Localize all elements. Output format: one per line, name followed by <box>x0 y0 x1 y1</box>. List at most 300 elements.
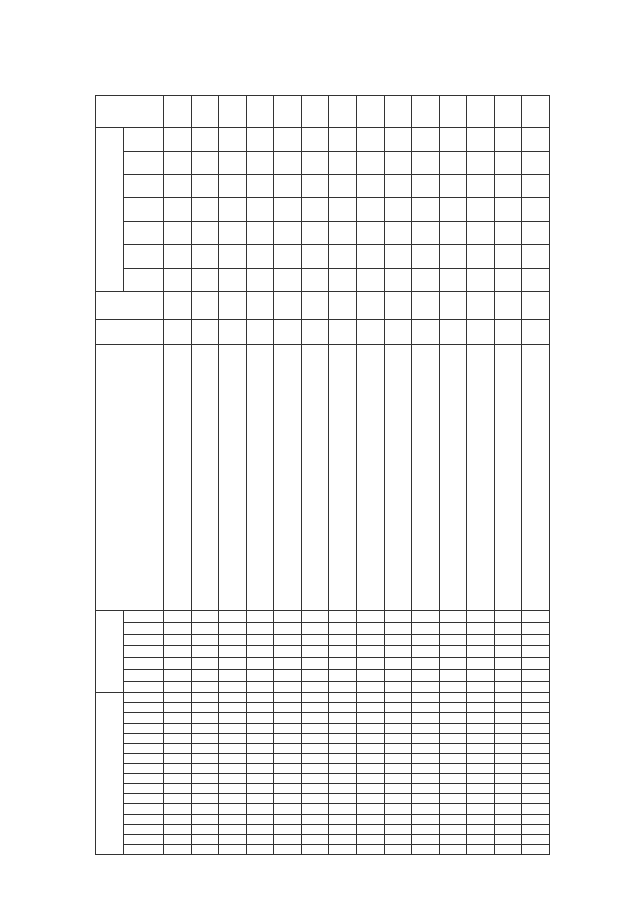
code-cell <box>467 834 495 844</box>
year-value-cell <box>219 198 247 221</box>
code-cell <box>274 658 302 670</box>
code-cell <box>522 834 550 844</box>
header-code-col <box>124 743 164 753</box>
code-cell <box>412 784 440 794</box>
code-cell <box>329 713 357 723</box>
code-cell <box>356 611 384 623</box>
code-cell <box>439 703 467 713</box>
code-cell <box>246 794 274 804</box>
code-cell <box>494 713 522 723</box>
year-value-cell <box>439 151 467 174</box>
header-structure-col <box>124 611 164 623</box>
target-cell <box>522 96 550 128</box>
year-value-cell <box>219 128 247 151</box>
year-value-cell <box>191 268 219 291</box>
table-row <box>246 96 274 855</box>
code-cell <box>164 669 192 681</box>
code-cell <box>246 844 274 854</box>
code-cell <box>246 753 274 763</box>
target-cell <box>246 96 274 128</box>
year-value-cell <box>467 221 495 244</box>
code-cell <box>384 646 412 658</box>
code-cell <box>329 753 357 763</box>
code-cell <box>439 693 467 703</box>
code-cell <box>274 611 302 623</box>
year-value-cell <box>439 128 467 151</box>
code-cell <box>356 693 384 703</box>
code-cell <box>219 753 247 763</box>
year-value-cell <box>522 151 550 174</box>
code-cell <box>356 814 384 824</box>
code-cell <box>329 814 357 824</box>
code-cell <box>467 634 495 646</box>
code-cell <box>439 623 467 635</box>
code-cell <box>219 743 247 753</box>
code-cell <box>164 784 192 794</box>
year-value-cell <box>329 198 357 221</box>
base-value-cell <box>164 292 192 320</box>
code-cell <box>439 646 467 658</box>
year-value-cell <box>356 174 384 197</box>
code-cell <box>246 658 274 670</box>
code-cell <box>329 844 357 854</box>
target-cell <box>274 96 302 128</box>
unit-cell <box>356 319 384 345</box>
code-cell <box>274 713 302 723</box>
code-cell <box>494 844 522 854</box>
target-cell <box>191 96 219 128</box>
code-cell <box>301 804 329 814</box>
year-value-cell <box>219 151 247 174</box>
year-value-cell <box>439 174 467 197</box>
target-cell <box>412 96 440 128</box>
year-value-cell <box>412 221 440 244</box>
code-cell <box>246 713 274 723</box>
code-cell <box>356 733 384 743</box>
code-cell <box>467 681 495 693</box>
code-cell <box>301 774 329 784</box>
year-value-cell <box>219 268 247 291</box>
code-cell <box>494 634 522 646</box>
code-cell <box>356 681 384 693</box>
base-value-cell <box>246 292 274 320</box>
code-cell <box>439 784 467 794</box>
code-cell <box>467 784 495 794</box>
base-value-cell <box>522 292 550 320</box>
code-cell <box>494 784 522 794</box>
year-value-cell <box>412 245 440 268</box>
code-cell <box>356 844 384 854</box>
indicator-name-cell <box>494 345 522 611</box>
code-cell <box>301 764 329 774</box>
header-code-col <box>124 824 164 834</box>
code-cell <box>522 804 550 814</box>
code-cell <box>329 623 357 635</box>
code-cell <box>522 646 550 658</box>
code-cell <box>356 646 384 658</box>
year-value-cell <box>274 198 302 221</box>
code-cell <box>219 669 247 681</box>
indicator-name-cell <box>439 345 467 611</box>
code-cell <box>412 634 440 646</box>
base-value-cell <box>412 292 440 320</box>
code-cell <box>384 784 412 794</box>
code-cell <box>191 844 219 854</box>
code-cell <box>246 814 274 824</box>
code-cell <box>301 646 329 658</box>
code-cell <box>412 733 440 743</box>
code-cell <box>439 794 467 804</box>
header-code-col <box>124 794 164 804</box>
unit-cell <box>246 319 274 345</box>
code-cell <box>439 804 467 814</box>
code-cell <box>412 743 440 753</box>
year-value-cell <box>274 174 302 197</box>
year-value-cell <box>164 128 192 151</box>
code-cell <box>522 669 550 681</box>
code-cell <box>494 703 522 713</box>
code-cell <box>329 834 357 844</box>
code-cell <box>522 623 550 635</box>
code-cell <box>219 844 247 854</box>
code-cell <box>356 804 384 814</box>
header-structure-group <box>96 611 124 693</box>
year-value-cell <box>191 174 219 197</box>
code-cell <box>301 814 329 824</box>
code-cell <box>274 753 302 763</box>
year-value-cell <box>246 128 274 151</box>
code-cell <box>274 733 302 743</box>
year-value-cell <box>274 221 302 244</box>
code-cell <box>356 703 384 713</box>
program-indicators-table <box>95 95 550 855</box>
code-cell <box>246 834 274 844</box>
code-cell <box>439 611 467 623</box>
header-code-col <box>124 774 164 784</box>
code-cell <box>301 658 329 670</box>
code-cell <box>246 693 274 703</box>
year-value-cell <box>191 128 219 151</box>
code-cell <box>522 774 550 784</box>
code-cell <box>467 794 495 804</box>
header-code-col <box>124 753 164 763</box>
code-cell <box>412 753 440 763</box>
code-cell <box>494 834 522 844</box>
code-cell <box>274 681 302 693</box>
code-cell <box>494 804 522 814</box>
year-value-cell <box>356 128 384 151</box>
code-cell <box>164 703 192 713</box>
code-cell <box>329 804 357 814</box>
indicator-name-cell <box>191 345 219 611</box>
code-cell <box>439 681 467 693</box>
code-cell <box>467 723 495 733</box>
code-cell <box>412 681 440 693</box>
year-value-cell <box>191 221 219 244</box>
code-cell <box>191 834 219 844</box>
header-row-1 <box>96 96 124 855</box>
code-cell <box>356 743 384 753</box>
code-cell <box>494 723 522 733</box>
year-value-cell <box>356 151 384 174</box>
code-cell <box>522 753 550 763</box>
code-cell <box>439 774 467 784</box>
code-cell <box>246 784 274 794</box>
header-structure-col <box>124 658 164 670</box>
code-cell <box>246 774 274 784</box>
code-cell <box>329 743 357 753</box>
base-value-cell <box>439 292 467 320</box>
unit-cell <box>467 319 495 345</box>
code-cell <box>356 713 384 723</box>
code-cell <box>164 824 192 834</box>
base-value-cell <box>301 292 329 320</box>
year-value-cell <box>301 151 329 174</box>
code-cell <box>384 814 412 824</box>
code-cell <box>191 764 219 774</box>
year-value-cell <box>329 151 357 174</box>
year-value-cell <box>522 128 550 151</box>
code-cell <box>274 623 302 635</box>
code-cell <box>301 611 329 623</box>
indicator-name-cell <box>329 345 357 611</box>
code-cell <box>522 611 550 623</box>
year-value-cell <box>301 174 329 197</box>
code-cell <box>164 753 192 763</box>
table-row <box>274 96 302 855</box>
year-value-cell <box>522 198 550 221</box>
code-cell <box>164 623 192 635</box>
code-cell <box>246 681 274 693</box>
code-cell <box>219 804 247 814</box>
code-cell <box>467 804 495 814</box>
year-value-cell <box>439 198 467 221</box>
unit-cell <box>274 319 302 345</box>
code-cell <box>246 703 274 713</box>
year-value-cell <box>301 128 329 151</box>
unit-cell <box>522 319 550 345</box>
code-cell <box>467 646 495 658</box>
code-cell <box>219 693 247 703</box>
year-value-cell <box>522 245 550 268</box>
code-cell <box>467 753 495 763</box>
code-cell <box>301 753 329 763</box>
code-cell <box>439 658 467 670</box>
year-value-cell <box>301 245 329 268</box>
code-cell <box>522 844 550 854</box>
indicator-name-cell <box>356 345 384 611</box>
year-value-cell <box>522 268 550 291</box>
header-structure-col <box>124 646 164 658</box>
code-cell <box>412 669 440 681</box>
table-row <box>164 96 192 855</box>
year-value-cell <box>329 245 357 268</box>
code-cell <box>467 733 495 743</box>
code-cell <box>191 703 219 713</box>
code-cell <box>384 804 412 814</box>
code-cell <box>329 611 357 623</box>
code-cell <box>494 753 522 763</box>
code-cell <box>494 733 522 743</box>
code-cell <box>301 794 329 804</box>
year-value-cell <box>274 151 302 174</box>
code-cell <box>164 681 192 693</box>
code-cell <box>439 844 467 854</box>
year-value-cell <box>384 245 412 268</box>
code-cell <box>439 834 467 844</box>
code-cell <box>522 794 550 804</box>
header-structure-col <box>124 669 164 681</box>
code-cell <box>191 774 219 784</box>
code-cell <box>412 814 440 824</box>
code-cell <box>494 669 522 681</box>
code-cell <box>329 764 357 774</box>
year-value-cell <box>191 151 219 174</box>
code-cell <box>356 723 384 733</box>
year-value-cell <box>467 268 495 291</box>
code-cell <box>412 693 440 703</box>
code-cell <box>191 713 219 723</box>
code-cell <box>274 703 302 713</box>
code-cell <box>164 794 192 804</box>
code-cell <box>356 784 384 794</box>
header-year-col <box>124 268 164 291</box>
year-value-cell <box>494 245 522 268</box>
code-cell <box>191 733 219 743</box>
code-cell <box>219 623 247 635</box>
code-cell <box>412 646 440 658</box>
header-code-col <box>124 834 164 844</box>
year-value-cell <box>164 245 192 268</box>
indicator-name-cell <box>412 345 440 611</box>
base-value-cell <box>494 292 522 320</box>
code-cell <box>467 844 495 854</box>
code-cell <box>329 681 357 693</box>
code-cell <box>384 794 412 804</box>
code-cell <box>219 713 247 723</box>
code-cell <box>494 611 522 623</box>
code-cell <box>301 844 329 854</box>
table-row <box>356 96 384 855</box>
header-base <box>96 292 164 320</box>
code-cell <box>439 634 467 646</box>
code-cell <box>274 784 302 794</box>
code-cell <box>274 794 302 804</box>
code-cell <box>274 774 302 784</box>
code-cell <box>467 713 495 723</box>
code-cell <box>219 634 247 646</box>
code-cell <box>494 693 522 703</box>
code-cell <box>329 794 357 804</box>
code-cell <box>191 623 219 635</box>
table-row <box>329 96 357 855</box>
code-cell <box>522 733 550 743</box>
unit-cell <box>494 319 522 345</box>
code-cell <box>412 623 440 635</box>
year-value-cell <box>412 151 440 174</box>
code-cell <box>384 658 412 670</box>
code-cell <box>356 753 384 763</box>
header-years-group <box>96 128 124 292</box>
year-value-cell <box>301 221 329 244</box>
code-cell <box>301 723 329 733</box>
code-cell <box>439 814 467 824</box>
header-code-col <box>124 804 164 814</box>
code-cell <box>191 723 219 733</box>
code-cell <box>467 814 495 824</box>
code-cell <box>301 824 329 834</box>
code-cell <box>164 646 192 658</box>
indicator-name-cell <box>164 345 192 611</box>
code-cell <box>274 743 302 753</box>
code-cell <box>412 844 440 854</box>
code-cell <box>219 658 247 670</box>
code-cell <box>384 774 412 784</box>
code-cell <box>246 824 274 834</box>
target-cell <box>219 96 247 128</box>
header-year-col <box>124 174 164 197</box>
code-cell <box>164 723 192 733</box>
code-cell <box>494 764 522 774</box>
unit-cell <box>191 319 219 345</box>
code-cell <box>467 669 495 681</box>
indicator-name-cell <box>246 345 274 611</box>
code-cell <box>329 669 357 681</box>
year-value-cell <box>494 151 522 174</box>
year-value-cell <box>494 221 522 244</box>
indicator-name-cell <box>301 345 329 611</box>
header-structure-col <box>124 634 164 646</box>
code-cell <box>219 723 247 733</box>
year-value-cell <box>494 174 522 197</box>
code-cell <box>412 794 440 804</box>
header-year-col <box>124 198 164 221</box>
target-cell <box>494 96 522 128</box>
unit-cell <box>329 319 357 345</box>
target-cell <box>329 96 357 128</box>
header-structure-col <box>124 681 164 693</box>
year-value-cell <box>384 268 412 291</box>
code-cell <box>219 834 247 844</box>
year-value-cell <box>191 245 219 268</box>
code-cell <box>384 723 412 733</box>
code-cell <box>274 646 302 658</box>
header-target <box>96 96 164 128</box>
header-code-col <box>124 723 164 733</box>
code-cell <box>467 658 495 670</box>
code-cell <box>246 764 274 774</box>
code-cell <box>467 764 495 774</box>
code-cell <box>219 784 247 794</box>
year-value-cell <box>164 221 192 244</box>
code-cell <box>439 743 467 753</box>
header-unit <box>96 319 164 345</box>
code-cell <box>191 611 219 623</box>
header-code-col <box>124 693 164 703</box>
code-cell <box>301 713 329 723</box>
code-cell <box>191 646 219 658</box>
year-value-cell <box>164 151 192 174</box>
code-cell <box>439 764 467 774</box>
code-cell <box>494 658 522 670</box>
code-cell <box>467 623 495 635</box>
code-cell <box>301 693 329 703</box>
code-cell <box>384 824 412 834</box>
header-year-col <box>124 128 164 151</box>
code-cell <box>164 713 192 723</box>
base-value-cell <box>191 292 219 320</box>
code-cell <box>274 804 302 814</box>
